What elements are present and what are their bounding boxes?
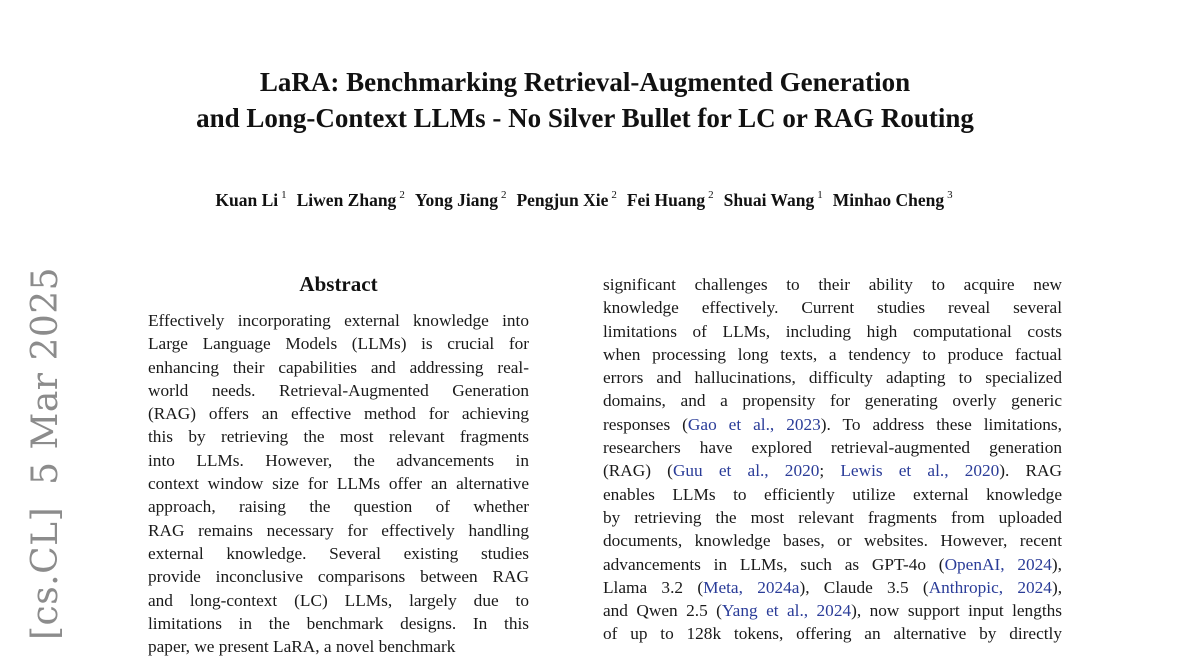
author-name: Liwen Zhang — [296, 189, 397, 210]
body-text-line — [603, 483, 1062, 506]
author — [415, 190, 507, 210]
citation-link[interactable]: OpenAI, 2024 — [944, 554, 1052, 574]
body-text: ; — [819, 461, 841, 481]
citation-link[interactable]: Guu et al., 2020 — [672, 461, 820, 481]
body-text: researchers have explored retrieval-augmented generation — [603, 438, 1062, 458]
abstract-line: Large Language Models (LLMs) is crucial for — [148, 334, 529, 354]
author — [297, 190, 405, 210]
introduction-body — [603, 273, 1062, 646]
abstract-line: world needs. Retrieval-Augmented Generation — [148, 380, 529, 400]
body-text-line — [603, 529, 1062, 552]
abstract-line: this by retrieving the most relevant fragments — [148, 427, 529, 447]
paper-title-line: LaRA: Benchmarking Retrieval-Augmented Generation — [259, 67, 911, 97]
body-text-line — [603, 622, 1062, 645]
body-text-line — [603, 459, 1062, 482]
body-text: limitations of LLMs, including high computational costs — [603, 321, 1062, 341]
abstract-line: Effectively incorporating external knowledge into — [148, 311, 529, 330]
body-text: and Qwen 2.5 ( — [603, 601, 722, 621]
body-text: (RAG) ( — [603, 461, 673, 481]
abstract-line: enhancing their capabilities and addressing real- — [148, 357, 529, 377]
paper-title-line: and Long-Context LLMs - No Silver Bullet for LC or RAG Routing — [196, 103, 974, 133]
author — [833, 190, 953, 210]
author-name: Kuan Li — [215, 189, 279, 210]
author-affiliation: 2 — [500, 189, 507, 201]
body-text-line — [603, 273, 1062, 296]
author-name: Shuai Wang — [723, 189, 815, 210]
body-text: advancements in LLMs, such as GPT-4o ( — [603, 554, 945, 574]
body-text-line — [603, 506, 1062, 529]
body-text-line — [603, 296, 1062, 319]
abstract-line: context window size for LLMs offer an alternative — [148, 474, 529, 494]
citation-link[interactable]: Meta, 2024a — [703, 577, 800, 597]
author-affiliation: 3 — [947, 189, 953, 201]
abstract-line: external knowledge. Several existing studies — [148, 543, 529, 563]
paper-title — [0, 64, 1170, 136]
citation-link[interactable]: Anthropic, 2024 — [928, 577, 1052, 597]
abstract-heading: Abstract — [299, 272, 378, 296]
body-text: domains, and a propensity for generating overly generic — [603, 391, 1062, 411]
abstract-line: RAG remains necessary for effectively handling — [148, 520, 529, 540]
author-name: Yong Jiang — [414, 189, 498, 210]
body-text-line — [603, 389, 1062, 412]
abstract-line: provide inconclusive comparisons between RAG — [148, 567, 529, 587]
author-name: Minhao Cheng — [832, 189, 945, 210]
body-text: ). RAG — [999, 461, 1063, 481]
author — [516, 190, 616, 210]
arxiv-category: [cs.CL] — [25, 506, 66, 640]
abstract-line: into LLMs. However, the advancements in — [148, 450, 529, 470]
body-text: knowledge effectively. Current studies reveal several — [603, 298, 1062, 318]
body-text-line — [603, 553, 1062, 576]
body-text: errors and hallucinations, difficulty adapting to specialized — [603, 368, 1062, 388]
body-text: significant challenges to their ability to acquire new — [603, 275, 1062, 294]
author-affiliation: 2 — [611, 189, 617, 201]
arxiv-identifier-stamp — [22, 267, 70, 640]
body-text-line — [603, 599, 1062, 622]
citation-link[interactable]: Lewis et al., 2020 — [840, 461, 1000, 481]
author-name: Pengjun Xie — [516, 189, 609, 210]
body-text: ), Claude 3.5 ( — [799, 577, 929, 597]
body-text: when processing long texts, a tendency to produce factual — [603, 344, 1062, 364]
body-text-line — [603, 343, 1062, 366]
body-text: enables LLMs to efficiently utilize external knowledge — [603, 484, 1062, 504]
body-text: responses ( — [603, 414, 688, 434]
body-text: ). To address these limitations, — [820, 414, 1062, 434]
author-affiliation: 2 — [399, 189, 405, 201]
author — [215, 190, 286, 210]
body-text-line — [603, 576, 1062, 599]
abstract-body — [148, 309, 529, 658]
author-affiliation: 2 — [708, 189, 714, 201]
abstract-line: approach, raising the question of whether — [148, 497, 529, 517]
body-text: ), — [1051, 554, 1062, 574]
body-text: documents, knowledge bases, or websites. However, recent — [603, 531, 1062, 551]
author-list — [0, 184, 1168, 212]
abstract-line: and long-context (LC) LLMs, largely due to — [148, 590, 529, 610]
body-text-line — [603, 366, 1062, 389]
abstract-line: limitations in the benchmark designs. In this — [148, 613, 529, 633]
body-text: by retrieving the most relevant fragments from uploaded — [603, 507, 1062, 527]
abstract-line: (RAG) offers an effective method for achieving — [148, 404, 529, 424]
body-text: ), — [1051, 577, 1063, 597]
body-text-line — [603, 436, 1062, 459]
author-affiliation: 1 — [281, 189, 287, 201]
author — [724, 190, 823, 210]
body-text: of up to 128k tokens, offering an alternative by directly — [603, 624, 1062, 644]
body-text: ), now support input lengths — [851, 601, 1063, 621]
arxiv-date: 5 Mar 2025 — [25, 266, 66, 485]
author-name: Fei Huang — [626, 189, 706, 210]
author — [627, 190, 714, 210]
abstract-line: paper, we present LaRA, a novel benchmark — [148, 637, 456, 657]
author-affiliation: 1 — [817, 189, 823, 201]
citation-link[interactable]: Gao et al., 2023 — [687, 414, 821, 434]
citation-link[interactable]: Yang et al., 2024 — [721, 601, 852, 621]
body-text: Llama 3.2 ( — [603, 577, 704, 597]
body-text-line — [603, 320, 1062, 343]
body-text-line — [603, 413, 1062, 436]
